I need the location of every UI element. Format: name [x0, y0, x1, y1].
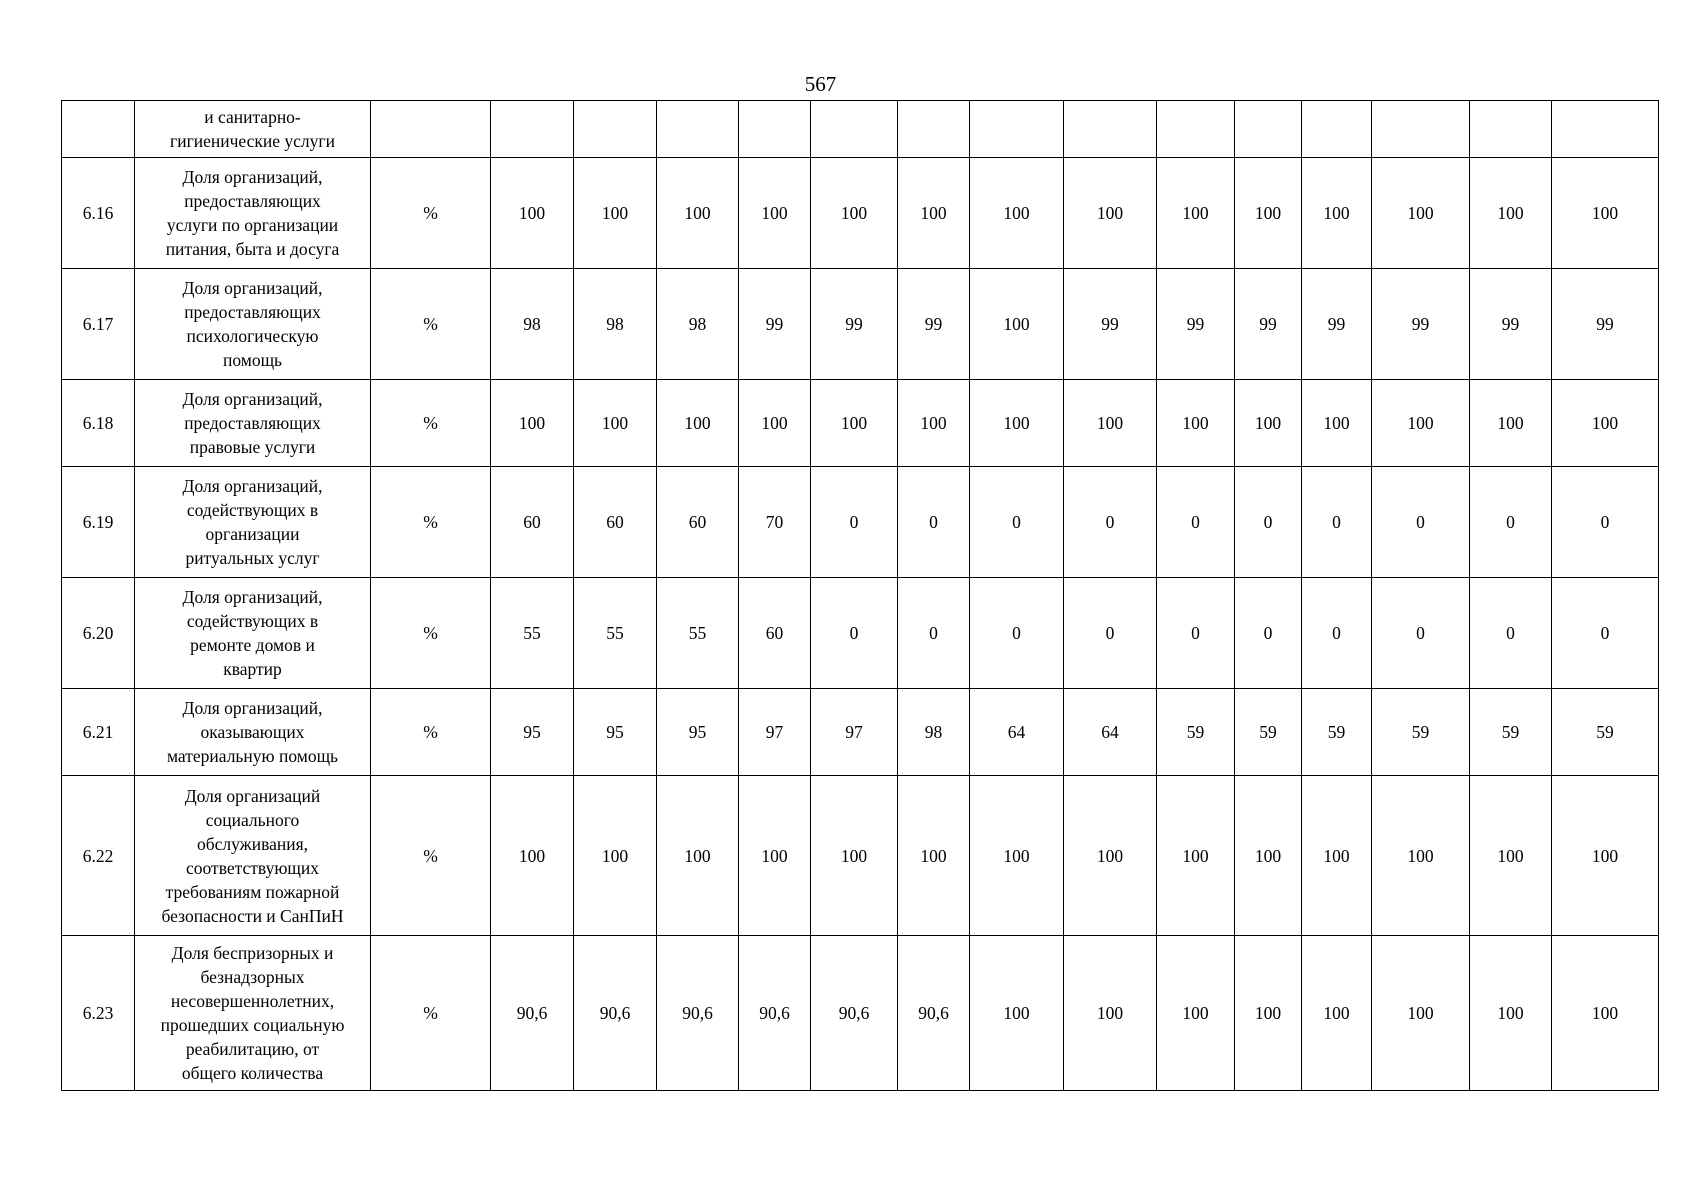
- value-cell: 99: [898, 269, 970, 380]
- value-cell: 97: [811, 689, 898, 776]
- indicator-name-line: Доля организаций,: [182, 476, 323, 496]
- indicator-name-line: Доля организаций,: [182, 167, 323, 187]
- value-cell: 0: [1552, 578, 1659, 689]
- value-cell: 64: [1064, 689, 1157, 776]
- value-cell: 99: [1064, 269, 1157, 380]
- value-cell: 100: [1302, 776, 1372, 936]
- value-cell: 59: [1157, 689, 1235, 776]
- value-cell: 100: [574, 158, 657, 269]
- value-cell: 100: [1552, 158, 1659, 269]
- value-cell: 99: [1157, 269, 1235, 380]
- unit-cell: %: [371, 380, 491, 467]
- indicator-name-line: Доля организаций,: [182, 698, 323, 718]
- value-cell: 0: [811, 578, 898, 689]
- value-cell: 90,6: [491, 936, 574, 1091]
- value-cell: 59: [1372, 689, 1470, 776]
- value-cell: 100: [1552, 936, 1659, 1091]
- indicator-name-line: предоставляющих: [184, 191, 321, 211]
- value-cell: 98: [491, 269, 574, 380]
- indicator-name-line: гигиенические услуги: [170, 131, 335, 151]
- indicator-name-cell: [135, 776, 371, 936]
- value-cell: 95: [574, 689, 657, 776]
- table-row: [62, 269, 1659, 380]
- page-number: 567: [804, 72, 837, 96]
- value-cell: 100: [970, 776, 1064, 936]
- value-cell: 90,6: [811, 936, 898, 1091]
- value-cell: 0: [1372, 467, 1470, 578]
- indicator-name-line: общего количества: [181, 1063, 324, 1083]
- value-cell: [657, 101, 739, 158]
- value-cell: 100: [970, 269, 1064, 380]
- indicator-name-line: несовершеннолетних,: [170, 991, 335, 1011]
- value-cell: 0: [1064, 467, 1157, 578]
- indicator-name-line: безопасности и СанПиН: [161, 905, 344, 926]
- indicator-name-cell: [135, 158, 371, 269]
- value-cell: 55: [491, 578, 574, 689]
- value-cell: 100: [1064, 158, 1157, 269]
- indicator-name-cell: [135, 380, 371, 467]
- value-cell: [1302, 101, 1372, 158]
- table-row: [62, 380, 1659, 467]
- value-cell: 60: [574, 467, 657, 578]
- indicator-name-line: Доля беспризорных и: [171, 943, 334, 963]
- indicator-name-line: соответствующих: [186, 857, 319, 878]
- value-cell: 100: [811, 380, 898, 467]
- value-cell: 100: [574, 776, 657, 936]
- table-row-continuation: [62, 101, 1659, 158]
- value-cell: [811, 101, 898, 158]
- value-cell: 100: [1302, 380, 1372, 467]
- value-cell: [970, 101, 1064, 158]
- value-cell: 100: [811, 158, 898, 269]
- indicator-name-line: Доля организаций,: [182, 389, 323, 409]
- value-cell: 100: [1235, 380, 1302, 467]
- value-cell: 100: [1552, 380, 1659, 467]
- row-number-cell: 6.22: [62, 776, 135, 936]
- value-cell: 100: [657, 158, 739, 269]
- value-cell: 100: [1064, 776, 1157, 936]
- indicator-name-line: обслуживания,: [196, 833, 309, 854]
- value-cell: 0: [970, 578, 1064, 689]
- value-cell: 0: [1552, 467, 1659, 578]
- unit-cell: [371, 101, 491, 158]
- row-number-cell: 6.23: [62, 936, 135, 1091]
- value-cell: [1064, 101, 1157, 158]
- value-cell: 100: [739, 158, 811, 269]
- value-cell: 100: [1064, 380, 1157, 467]
- value-cell: [1552, 101, 1659, 158]
- indicator-name-line: ритуальных услуг: [185, 548, 320, 568]
- value-cell: 99: [739, 269, 811, 380]
- value-cell: [491, 101, 574, 158]
- value-cell: 0: [1470, 578, 1552, 689]
- unit-cell: %: [371, 936, 491, 1091]
- unit-cell: %: [371, 158, 491, 269]
- value-cell: 0: [898, 578, 970, 689]
- value-cell: 100: [1157, 776, 1235, 936]
- value-cell: 100: [1372, 380, 1470, 467]
- indicator-name-cell: [135, 101, 371, 158]
- row-number-cell: 6.19: [62, 467, 135, 578]
- indicator-name-line: оказывающих: [200, 722, 305, 742]
- value-cell: 60: [491, 467, 574, 578]
- value-cell: 100: [1157, 380, 1235, 467]
- indicator-name-cell: [135, 269, 371, 380]
- indicator-name-line: Доля организаций: [184, 785, 321, 806]
- value-cell: 100: [1552, 776, 1659, 936]
- value-cell: 100: [739, 380, 811, 467]
- value-cell: 97: [739, 689, 811, 776]
- indicator-name-line: социального: [205, 809, 300, 830]
- value-cell: [739, 101, 811, 158]
- indicator-name-cell: [135, 936, 371, 1091]
- value-cell: 90,6: [739, 936, 811, 1091]
- value-cell: 0: [1235, 467, 1302, 578]
- indicator-name-line: ремонте домов и: [190, 635, 315, 655]
- table-row: [62, 467, 1659, 578]
- indicator-name-line: Доля организаций,: [182, 587, 323, 607]
- value-cell: 100: [1372, 158, 1470, 269]
- indicator-name-line: реабилитацию, от: [185, 1039, 320, 1059]
- indicator-name-line: помощь: [222, 350, 283, 370]
- indicator-name-line: прошедших социальную: [160, 1015, 345, 1035]
- value-cell: 100: [1470, 936, 1552, 1091]
- value-cell: 100: [970, 158, 1064, 269]
- indicator-name-line: предоставляющих: [184, 413, 321, 433]
- value-cell: 99: [1235, 269, 1302, 380]
- unit-cell: %: [371, 776, 491, 936]
- value-cell: 0: [1302, 467, 1372, 578]
- table-row: [62, 936, 1659, 1091]
- unit-cell: %: [371, 467, 491, 578]
- table-row: [62, 689, 1659, 776]
- value-cell: 100: [491, 158, 574, 269]
- value-cell: 100: [1372, 936, 1470, 1091]
- value-cell: 100: [1235, 776, 1302, 936]
- indicators-table: [61, 100, 1659, 1091]
- value-cell: 100: [970, 936, 1064, 1091]
- row-number-cell: 6.18: [62, 380, 135, 467]
- value-cell: 0: [970, 467, 1064, 578]
- value-cell: [1235, 101, 1302, 158]
- value-cell: 90,6: [898, 936, 970, 1091]
- value-cell: 100: [1302, 936, 1372, 1091]
- value-cell: 99: [1372, 269, 1470, 380]
- value-cell: 90,6: [574, 936, 657, 1091]
- value-cell: 100: [1470, 776, 1552, 936]
- value-cell: 59: [1235, 689, 1302, 776]
- indicator-name-line: содействующих в: [186, 500, 319, 520]
- unit-cell: %: [371, 269, 491, 380]
- value-cell: 59: [1552, 689, 1659, 776]
- value-cell: 95: [657, 689, 739, 776]
- value-cell: 98: [898, 689, 970, 776]
- value-cell: 100: [574, 380, 657, 467]
- indicator-name-line: квартир: [223, 659, 282, 679]
- value-cell: 70: [739, 467, 811, 578]
- indicator-name-line: организации: [205, 524, 300, 544]
- row-number-cell: [62, 101, 135, 158]
- value-cell: 55: [574, 578, 657, 689]
- value-cell: 59: [1302, 689, 1372, 776]
- value-cell: 90,6: [657, 936, 739, 1091]
- table-row: [62, 158, 1659, 269]
- indicator-name-line: Доля организаций,: [182, 278, 323, 298]
- value-cell: [898, 101, 970, 158]
- value-cell: 100: [1470, 380, 1552, 467]
- value-cell: 64: [970, 689, 1064, 776]
- indicator-name-line: содействующих в: [186, 611, 319, 631]
- value-cell: 100: [898, 776, 970, 936]
- value-cell: 100: [491, 776, 574, 936]
- indicator-name-cell: [135, 467, 371, 578]
- value-cell: 55: [657, 578, 739, 689]
- value-cell: 100: [1235, 936, 1302, 1091]
- indicator-name-line: безнадзорных: [200, 967, 305, 987]
- value-cell: 0: [1157, 578, 1235, 689]
- value-cell: 98: [657, 269, 739, 380]
- value-cell: 99: [1302, 269, 1372, 380]
- value-cell: 100: [898, 158, 970, 269]
- value-cell: 100: [970, 380, 1064, 467]
- value-cell: 59: [1470, 689, 1552, 776]
- indicator-name-line: услуги по организации: [166, 215, 339, 235]
- value-cell: 0: [898, 467, 970, 578]
- indicator-name-line: материальную помощь: [166, 746, 339, 766]
- indicator-name-line: предоставляющих: [184, 302, 321, 322]
- indicator-name-line: правовые услуги: [189, 437, 316, 457]
- value-cell: 0: [1064, 578, 1157, 689]
- unit-cell: %: [371, 689, 491, 776]
- table-row: [62, 776, 1659, 936]
- table-row: [62, 578, 1659, 689]
- row-number-cell: 6.21: [62, 689, 135, 776]
- value-cell: 60: [739, 578, 811, 689]
- value-cell: 99: [811, 269, 898, 380]
- indicator-name-line: питания, быта и досуга: [165, 239, 340, 259]
- value-cell: [1372, 101, 1470, 158]
- value-cell: 100: [1302, 158, 1372, 269]
- row-number-cell: 6.20: [62, 578, 135, 689]
- indicator-name-line: требованиям пожарной: [165, 881, 340, 902]
- value-cell: 98: [574, 269, 657, 380]
- value-cell: 0: [1235, 578, 1302, 689]
- value-cell: 100: [1372, 776, 1470, 936]
- value-cell: 0: [811, 467, 898, 578]
- value-cell: 100: [657, 380, 739, 467]
- value-cell: [1470, 101, 1552, 158]
- value-cell: 100: [739, 776, 811, 936]
- value-cell: 60: [657, 467, 739, 578]
- value-cell: 100: [898, 380, 970, 467]
- value-cell: 100: [657, 776, 739, 936]
- row-number-cell: 6.17: [62, 269, 135, 380]
- value-cell: 99: [1470, 269, 1552, 380]
- value-cell: 0: [1372, 578, 1470, 689]
- value-cell: 100: [1157, 936, 1235, 1091]
- value-cell: 0: [1302, 578, 1372, 689]
- value-cell: 0: [1470, 467, 1552, 578]
- unit-cell: %: [371, 578, 491, 689]
- value-cell: 100: [491, 380, 574, 467]
- row-number-cell: 6.16: [62, 158, 135, 269]
- value-cell: [574, 101, 657, 158]
- value-cell: [1157, 101, 1235, 158]
- indicator-name-cell: [135, 689, 371, 776]
- value-cell: 0: [1157, 467, 1235, 578]
- value-cell: 100: [1157, 158, 1235, 269]
- table-body: [62, 101, 1659, 1091]
- value-cell: 100: [811, 776, 898, 936]
- value-cell: 100: [1064, 936, 1157, 1091]
- value-cell: 95: [491, 689, 574, 776]
- indicator-name-line: и санитарно-: [204, 107, 301, 127]
- value-cell: 100: [1470, 158, 1552, 269]
- value-cell: 99: [1552, 269, 1659, 380]
- indicator-name-cell: [135, 578, 371, 689]
- indicator-name-line: психологическую: [186, 326, 319, 346]
- value-cell: 100: [1235, 158, 1302, 269]
